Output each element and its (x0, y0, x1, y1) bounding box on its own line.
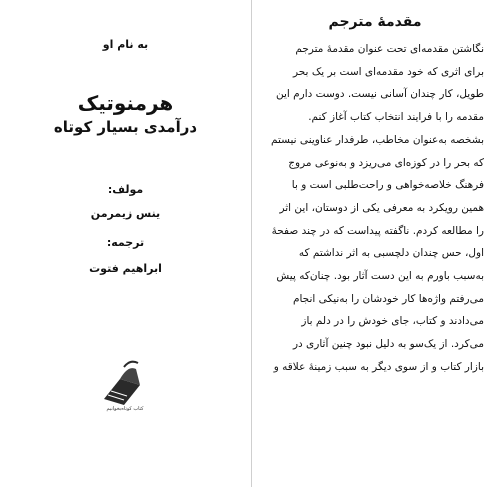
text-line: به‌سبب باورم به این دست آثار بود. چنان‌که پیش (276, 270, 484, 283)
text-line: می‌دادند و کتاب، جای خودش را در دلم باز (301, 315, 484, 328)
translator-intro-page (252, 0, 498, 487)
text-line: می‌کرد. از یک‌سو به دلیل نبود چنین آثاری در (292, 338, 484, 351)
text-line: نگاشتن مقدمه‌ای تحت عنوان مقدمهٔ مترجم (295, 43, 484, 55)
text-line: که بحر را در کوزه‌ای می‌ریزد و به‌نوعی مروج (288, 156, 484, 169)
book-logo-icon (100, 355, 150, 413)
book-subtitle: درآمدی بسیار کوتاه (53, 118, 198, 136)
dedication: به نام او (102, 38, 149, 51)
book-title: هرمنوتیک (77, 91, 174, 115)
translator-name: ابراهیم فتوت (89, 262, 162, 275)
author-label: مولف: (107, 183, 144, 196)
text-line: برای اثری که خود مقدمه‌ای است بر یک بحر (292, 65, 484, 78)
author-name: ینس زیمرمن (90, 207, 161, 220)
publisher-logo (100, 355, 150, 413)
text-line: مقدمه را با فرایند انتخاب کتاب آغاز کنم. (308, 111, 484, 124)
text-line: طویل، کار چندان آسانی نیست. دوست دارم این (275, 88, 484, 101)
section-heading: مقدمهٔ مترجم (328, 14, 422, 30)
text-line: بازار کتاب و از سوی دیگر به سبب زمینهٔ علاقه و (273, 360, 484, 373)
intro-paragraph (270, 38, 484, 379)
text-line: اول، حس چندان دلچسبی به اثر نداشتم که (298, 247, 484, 260)
translator-label: ترجمه: (106, 236, 145, 249)
text-line: می‌رفتم واژه‌ها کار خودشان را به‌نیکی انجام (292, 292, 484, 305)
text-line: بشخصه به‌عنوان مخاطب، طرفدار عناوینی نیستم (270, 133, 484, 146)
text-line: فرهنگ خلاصه‌خواهی و راحت‌طلبی است و با (291, 179, 484, 192)
text-line: همین رویکرد به معرفی یکی از دوستان، این اثر (279, 201, 484, 214)
logo-caption: کتاب کوتاه‌بخوانیم (106, 406, 144, 412)
text-line: را مطالعه کردم. ناگفته پیداست که در چند صفحهٔ (271, 224, 484, 237)
